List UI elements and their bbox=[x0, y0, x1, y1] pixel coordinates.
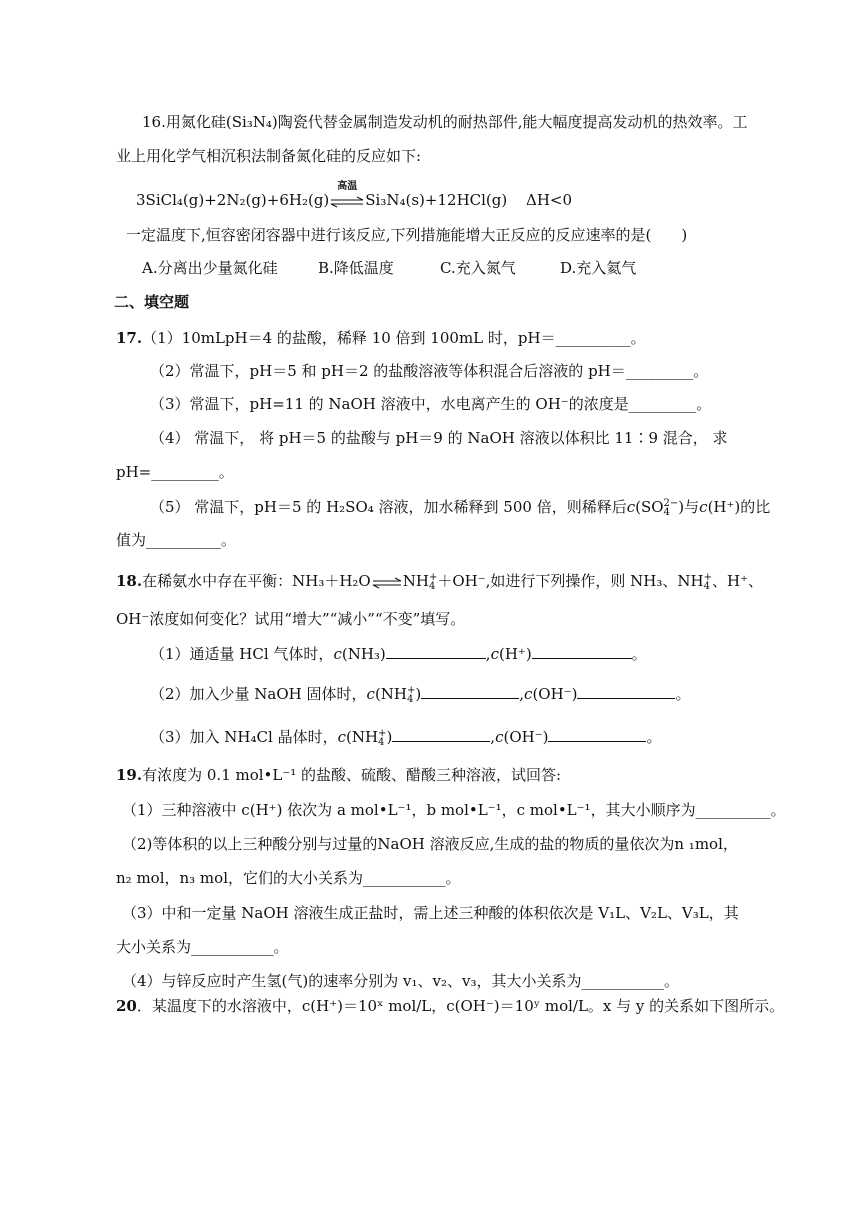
charge-plus: + bbox=[428, 572, 438, 583]
period: 。 bbox=[631, 645, 647, 663]
enthalpy-change: ΔH<0 bbox=[526, 191, 573, 209]
charge-plus: + bbox=[378, 728, 387, 739]
equation-products: Si₃N₄(s)+12HCl(g) bbox=[365, 191, 508, 209]
q18-part1-text: （1）通适量 HCl 气体时， bbox=[150, 645, 334, 663]
q16-option-b: B.降低温度 bbox=[318, 259, 394, 277]
period: 。 bbox=[646, 728, 662, 746]
q17-part5-text3: (H⁺)的比 bbox=[707, 498, 771, 516]
q18-text: 在稀氨水中存在平衡：NH₃＋H₂O bbox=[142, 572, 371, 590]
q17-part2: （2）常温下，pH＝5 和 pH＝2 的盐酸溶液等体积混合后溶液的 pH＝_________。 bbox=[150, 362, 709, 380]
ammonium-text: NH bbox=[402, 572, 429, 590]
q19-part3-line2: 大小关系为___________。 bbox=[116, 938, 289, 956]
paren: ) bbox=[415, 685, 422, 703]
oh-ion-text: (OH⁻) bbox=[503, 728, 549, 746]
q17-part5-line1 bbox=[150, 497, 770, 517]
answer-blank[interactable] bbox=[421, 684, 519, 699]
q19-part3-line1: （3）中和一定量 NaOH 溶液生成正盐时，需上述三种酸的体积依次是 V₁L、V₂L、V₃L，其 bbox=[122, 904, 739, 922]
q18-line1 bbox=[116, 571, 763, 591]
q18-part3 bbox=[150, 727, 662, 747]
conc-symbol: c bbox=[495, 728, 504, 746]
conc-symbol: c bbox=[626, 498, 636, 516]
q18-text3: 、H⁺、 bbox=[712, 572, 763, 590]
ammonium-text: (NH bbox=[374, 685, 407, 703]
charge-plus: + bbox=[703, 572, 712, 583]
answer-blank[interactable] bbox=[392, 727, 490, 742]
q18-line2: OH⁻浓度如何变化？试用“增大”“减小”“不变”填写。 bbox=[116, 610, 466, 628]
q18-part3-text: （3）加入 NH₄Cl 晶体时， bbox=[150, 728, 338, 746]
equation-reactants: 3SiCl₄(g)+2N₂(g)+6H₂(g) bbox=[136, 191, 330, 209]
comma: , bbox=[490, 728, 496, 746]
q17-part1 bbox=[116, 328, 646, 348]
q18-part2 bbox=[150, 684, 690, 704]
subscript-4: 4 bbox=[703, 581, 710, 592]
answer-blank[interactable] bbox=[548, 727, 646, 742]
reaction-condition: 高温 bbox=[337, 181, 358, 192]
conc-symbol: c bbox=[366, 685, 375, 703]
paren: ) bbox=[386, 728, 393, 746]
subscript-4: 4 bbox=[428, 581, 436, 592]
answer-blank[interactable] bbox=[532, 644, 632, 659]
q19-part2-line2: n₂ mol，n₃ mol，它们的大小关系为___________。 bbox=[116, 869, 461, 887]
h-ion-text: (H⁺) bbox=[498, 645, 532, 663]
ammonium-text: (NH bbox=[345, 728, 379, 746]
q16-option-d: D.充入氦气 bbox=[560, 259, 637, 277]
q17-part5-text2: )与 bbox=[678, 498, 700, 516]
q19-intro-text: 有浓度为 0.1 mol•L⁻¹ 的盐酸、硫酸、醋酸三种溶液，试回答: bbox=[142, 766, 562, 784]
q20-text: ．某温度下的水溶液中，c(H⁺)＝10ˣ mol/L，c(OH⁻)＝10ʸ mol/L。x 与 y 的关系如下图所示。 bbox=[136, 997, 785, 1015]
q19-intro bbox=[116, 765, 561, 785]
q16-option-c: C.充入氮气 bbox=[440, 259, 516, 277]
conc-symbol: c bbox=[699, 498, 708, 516]
q16-line2: 业上用化学气相沉积法制备氮化硅的反应如下: bbox=[116, 147, 422, 165]
section-heading: 二、填空题 bbox=[114, 293, 190, 311]
q20-number: 20 bbox=[116, 997, 137, 1015]
sulfate-text: (SO bbox=[635, 498, 664, 516]
q17-part1-text: （1）10mLpH＝4 的盐酸，稀释 10 倍到 100mL 时，pH＝__________。 bbox=[142, 329, 646, 347]
q17-number: 17. bbox=[116, 329, 143, 347]
q20-line bbox=[116, 996, 784, 1016]
q18-part1 bbox=[150, 644, 647, 664]
conc-symbol: c bbox=[333, 645, 342, 663]
q16-option-a: A.分离出少量氮化硅 bbox=[142, 259, 278, 277]
comma: , bbox=[485, 645, 491, 663]
equilibrium-arrow-icon bbox=[371, 575, 403, 589]
period: 。 bbox=[675, 685, 691, 703]
q18-number: 18. bbox=[116, 572, 143, 590]
conc-symbol: c bbox=[337, 728, 346, 746]
q17-part5-text: （5） 常温下，pH＝5 的 H₂SO₄ 溶液，加水稀释到 500 倍，则稀释后 bbox=[150, 498, 627, 516]
q17-part4-line1: （4） 常温下， 将 pH＝5 的盐酸与 pH＝9 的 NaOH 溶液以体积比 11∶9 混合， 求 bbox=[150, 429, 728, 447]
conc-symbol: c bbox=[490, 645, 499, 663]
q16-equation bbox=[136, 181, 573, 210]
q18-text2: ＋OH⁻,如进行下列操作，则 NH₃、NH bbox=[437, 572, 704, 590]
ammonium-charge bbox=[704, 573, 712, 591]
comma: , bbox=[519, 685, 525, 703]
charge-plus: + bbox=[407, 685, 416, 696]
answer-blank[interactable] bbox=[386, 644, 486, 659]
q16-line1: 16.用氮化硅(Si₃N₄)陶瓷代替金属制造发动机的耐热部件,能大幅度提高发动机的热效率。工 bbox=[142, 113, 748, 131]
nh3-text: (NH₃) bbox=[341, 645, 386, 663]
conc-symbol: c bbox=[524, 685, 533, 703]
q17-part5-line2: 值为__________。 bbox=[116, 531, 237, 549]
q17-part4-line2: pH=_________。 bbox=[116, 463, 234, 481]
subscript-4: 4 bbox=[378, 737, 385, 748]
q18-part2-text: （2）加入少量 NaOH 固体时， bbox=[150, 685, 367, 703]
answer-blank[interactable] bbox=[577, 684, 675, 699]
subscript-4: 4 bbox=[407, 694, 414, 705]
q16-stem: 一定温度下,恒容密闭容器中进行该反应,下列措施能增大正反应的反应速率的是( ) bbox=[126, 226, 688, 244]
q19-number: 19. bbox=[116, 766, 143, 784]
q19-part4: （4）与锌反应时产生氢(气)的速率分别为 v₁、v₂、v₃，其大小关系为___________。 bbox=[122, 972, 679, 990]
q19-part1: （1）三种溶液中 c(H⁺) 依次为 a mol•L⁻¹，b mol•L⁻¹，c mol•L⁻¹，其大小顺序为__________。 bbox=[122, 801, 786, 819]
sulfate-charge: 2− 4 bbox=[663, 498, 679, 518]
equilibrium-arrow-icon bbox=[329, 181, 365, 208]
q19-part2-line1: （2)等体积的以上三种酸分别与过量的NaOH 溶液反应,生成的盐的物质的量依次为n ₁mol， bbox=[122, 835, 738, 853]
q17-part3: （3）常温下，pH=11 的 NaOH 溶液中，水电离产生的 OH⁻的浓度是_________。 bbox=[150, 395, 712, 413]
oh-ion-text: (OH⁻) bbox=[532, 685, 578, 703]
